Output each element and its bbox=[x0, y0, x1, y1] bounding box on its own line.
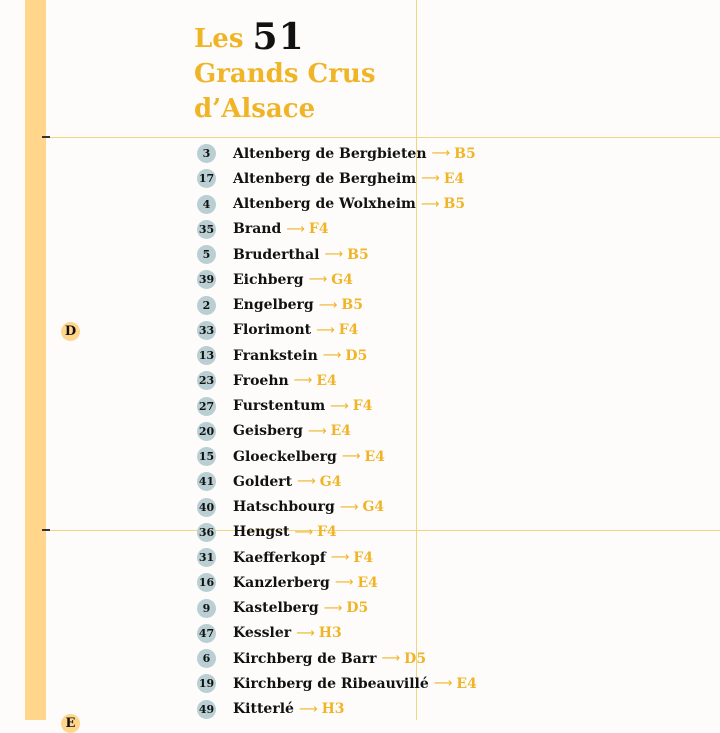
vineyard-name: Froehn bbox=[233, 372, 289, 389]
number-badge: 33 bbox=[197, 321, 216, 340]
number-badge: 16 bbox=[197, 573, 216, 592]
arrow-right-icon: ⟶ bbox=[421, 171, 440, 187]
number-badge: 6 bbox=[197, 649, 216, 668]
number-badge: 20 bbox=[197, 422, 216, 441]
vineyard-name: Kaefferkopf bbox=[233, 549, 326, 566]
vineyard-name: Geisberg bbox=[233, 423, 303, 440]
arrow-right-icon: ⟶ bbox=[433, 676, 453, 692]
vineyard-name: Furstentum bbox=[233, 398, 326, 415]
vineyard-name: Engelberg bbox=[233, 297, 314, 314]
number-badge: 2 bbox=[197, 296, 216, 315]
arrow-right-icon: ⟶ bbox=[330, 398, 349, 414]
grid-reference: G4 bbox=[362, 499, 385, 516]
number-badge: 47 bbox=[197, 624, 216, 643]
arrow-right-icon: ⟶ bbox=[341, 449, 361, 465]
arrow-right-icon: ⟶ bbox=[339, 499, 359, 515]
vineyard-name: Kirchberg de Barr bbox=[233, 650, 377, 667]
arrow-right-icon: ⟶ bbox=[308, 272, 328, 288]
list-item[interactable] bbox=[197, 242, 717, 267]
number-badge: 36 bbox=[197, 523, 216, 542]
vineyard-name: Brand bbox=[233, 221, 282, 238]
vineyard-name: Bruderthal bbox=[233, 246, 320, 263]
arrow-right-icon: ⟶ bbox=[334, 575, 354, 591]
arrow-right-icon: ⟶ bbox=[324, 247, 344, 263]
arrow-right-icon: ⟶ bbox=[420, 196, 440, 212]
grid-reference: F4 bbox=[353, 549, 374, 566]
number-badge: 17 bbox=[197, 169, 216, 188]
grid-tick bbox=[42, 136, 50, 138]
grid-reference: D5 bbox=[404, 650, 427, 667]
vineyard-name: Kessler bbox=[233, 625, 292, 642]
number-badge: 49 bbox=[197, 700, 216, 719]
vineyard-name: Florimont bbox=[233, 322, 312, 339]
vineyard-name: Gloeckelberg bbox=[233, 448, 337, 465]
vineyard-name: Kitterlé bbox=[233, 701, 294, 718]
arrow-right-icon: ⟶ bbox=[431, 146, 451, 162]
vineyard-name: Altenberg de Wolxheim bbox=[233, 196, 416, 213]
number-badge: 9 bbox=[197, 599, 216, 618]
grid-reference: F4 bbox=[308, 221, 329, 238]
list-item[interactable] bbox=[197, 646, 717, 671]
grid-reference: F4 bbox=[338, 322, 359, 339]
list-item[interactable] bbox=[197, 293, 717, 318]
vineyard-name: Kastelberg bbox=[233, 600, 319, 617]
grid-reference: E4 bbox=[330, 423, 351, 440]
list-item[interactable] bbox=[197, 192, 717, 217]
number-badge: 19 bbox=[197, 674, 216, 693]
zone-marker-d: D bbox=[61, 322, 80, 341]
vineyard-name: Goldert bbox=[233, 473, 293, 490]
arrow-right-icon: ⟶ bbox=[307, 423, 327, 439]
list-item[interactable] bbox=[197, 520, 717, 545]
title-count: 51 bbox=[252, 16, 305, 58]
number-badge: 27 bbox=[197, 397, 216, 416]
grid-reference: B5 bbox=[454, 145, 476, 162]
list-item[interactable] bbox=[197, 697, 717, 722]
grid-line-horizontal bbox=[46, 137, 720, 138]
grid-reference: F4 bbox=[352, 398, 373, 415]
grid-reference: B5 bbox=[341, 297, 363, 314]
list-item[interactable] bbox=[197, 394, 717, 419]
side-band bbox=[25, 0, 46, 720]
grid-reference: E4 bbox=[357, 574, 378, 591]
grand-cru-list bbox=[197, 141, 717, 722]
grid-reference: E4 bbox=[316, 372, 337, 389]
grid-reference: E4 bbox=[443, 170, 465, 187]
grid-reference: G4 bbox=[331, 271, 353, 288]
grid-reference: E4 bbox=[456, 675, 477, 692]
vineyard-name: Hatschbourg bbox=[233, 499, 335, 516]
grid-reference: F4 bbox=[317, 524, 337, 541]
number-badge: 3 bbox=[197, 144, 216, 163]
page-title bbox=[194, 16, 376, 127]
arrow-right-icon: ⟶ bbox=[318, 297, 338, 313]
grid-reference: D5 bbox=[346, 600, 369, 617]
number-badge: 41 bbox=[197, 472, 216, 491]
grid-reference: E4 bbox=[364, 448, 385, 465]
list-item[interactable] bbox=[197, 444, 717, 469]
title-line-3: d’Alsace bbox=[194, 94, 316, 124]
arrow-right-icon: ⟶ bbox=[381, 651, 401, 667]
vineyard-name: Kirchberg de Ribeauvillé bbox=[233, 675, 429, 692]
arrow-right-icon: ⟶ bbox=[330, 550, 350, 566]
list-item[interactable] bbox=[197, 671, 717, 696]
list-item[interactable] bbox=[197, 166, 717, 191]
list-item[interactable] bbox=[197, 318, 717, 343]
grid-tick bbox=[42, 529, 50, 531]
zone-marker-e: E bbox=[61, 714, 80, 733]
number-badge: 31 bbox=[197, 548, 216, 567]
list-item[interactable] bbox=[197, 469, 717, 494]
grid-reference: H3 bbox=[318, 625, 342, 642]
list-item[interactable] bbox=[197, 570, 717, 595]
grid-reference: G4 bbox=[319, 473, 342, 490]
number-badge: 15 bbox=[197, 447, 216, 466]
number-badge: 5 bbox=[197, 245, 216, 264]
number-badge: 35 bbox=[197, 220, 216, 239]
grid-reference: B5 bbox=[443, 196, 466, 213]
vineyard-name: Altenberg de Bergheim bbox=[233, 170, 417, 187]
number-badge: 4 bbox=[197, 195, 216, 214]
list-item[interactable] bbox=[197, 343, 717, 368]
list-item[interactable] bbox=[197, 141, 717, 166]
list-item[interactable] bbox=[197, 267, 717, 292]
list-item[interactable] bbox=[197, 596, 717, 621]
arrow-right-icon: ⟶ bbox=[294, 524, 314, 540]
title-les: Les bbox=[194, 24, 244, 54]
vineyard-name: Frankstein bbox=[233, 347, 318, 364]
number-badge: 23 bbox=[197, 371, 216, 390]
vineyard-name: Hengst bbox=[233, 524, 290, 541]
title-line-2: Grands Crus bbox=[194, 59, 376, 89]
arrow-right-icon: ⟶ bbox=[297, 474, 316, 490]
list-item[interactable] bbox=[197, 217, 717, 242]
grid-reference: H3 bbox=[321, 701, 345, 718]
vineyard-name: Eichberg bbox=[233, 271, 304, 288]
grid-reference: D5 bbox=[345, 347, 368, 364]
arrow-right-icon: ⟶ bbox=[286, 221, 305, 237]
grid-reference: B5 bbox=[347, 246, 369, 263]
arrow-right-icon: ⟶ bbox=[322, 348, 342, 364]
arrow-right-icon: ⟶ bbox=[296, 625, 315, 641]
number-badge: 39 bbox=[197, 270, 216, 289]
list-item[interactable] bbox=[197, 419, 717, 444]
list-item[interactable] bbox=[197, 545, 717, 570]
list-item[interactable] bbox=[197, 495, 717, 520]
list-item[interactable] bbox=[197, 368, 717, 393]
arrow-right-icon: ⟶ bbox=[316, 322, 335, 338]
arrow-right-icon: ⟶ bbox=[298, 701, 318, 717]
vineyard-name: Altenberg de Bergbieten bbox=[233, 145, 427, 162]
arrow-right-icon: ⟶ bbox=[323, 600, 343, 616]
list-item[interactable] bbox=[197, 621, 717, 646]
vineyard-name: Kanzlerberg bbox=[233, 574, 330, 591]
number-badge: 40 bbox=[197, 498, 216, 517]
arrow-right-icon: ⟶ bbox=[293, 373, 313, 389]
number-badge: 13 bbox=[197, 346, 216, 365]
